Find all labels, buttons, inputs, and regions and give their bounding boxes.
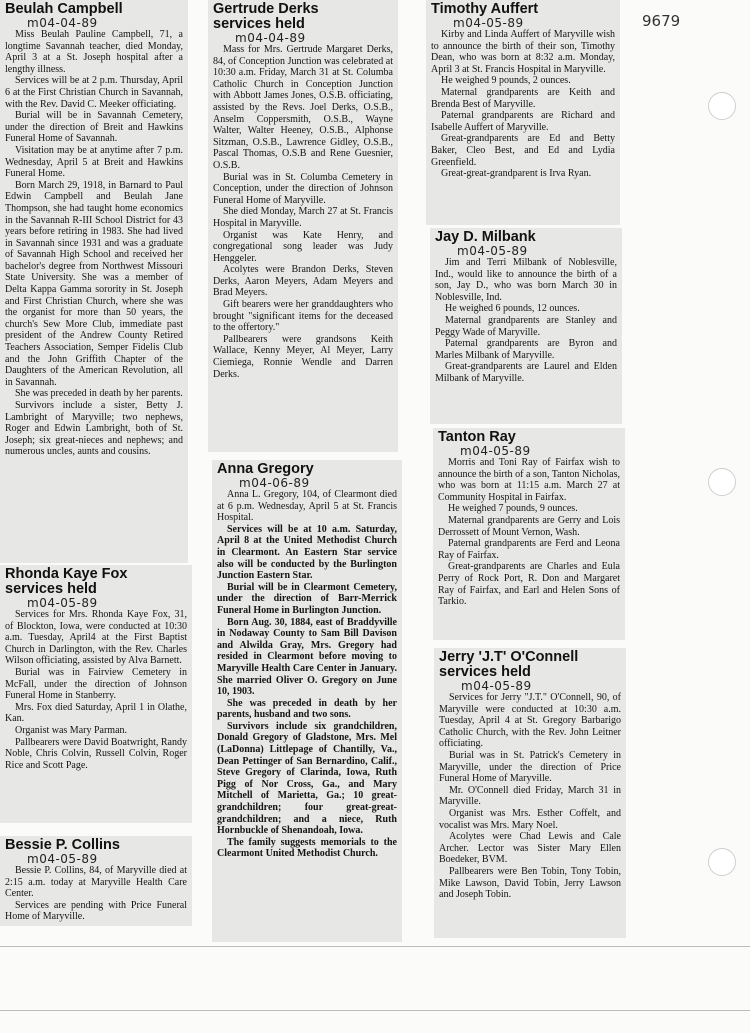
paragraph: Born March 29, 1918, in Barnard to Paul Edwin Campbell and Beulah Jane Thompson, she had taught home economics in the Savannah R-III School District for 43 years before retiring in 1983. She had lived in Savannah since 1931 and was a graduate of Savannah High School and received her bachelor's degree from Northwest Missouri State University. She was a member of Delta Kappa Gamma sorority in St. Joseph and First Christian Church, where she was the organist for more than 50 years, the church's Sew More Club, immediate past president of the Andrew County Retired Teachers Association, Semper Fidelis Club and the John Griffith Chapter of the Daughters of the American Revolution, all in Savannah.: [5, 179, 183, 388]
paragraph: Services for Mrs. Rhonda Kaye Fox, 31, of Blockton, Iowa, were conducted at 10:30 a.m. Tuesday, April4 at the First Baptist Church in Darlington, with the Rev. Charles Wilson officiating, assisted by Alva Barnett.: [5, 609, 187, 667]
paragraph: Bessie P. Collins, 84, of Maryville died at 2:15 a.m. today at Maryville Health Care Center.: [5, 865, 187, 900]
obituary-heading: Bessie P. Collins: [5, 837, 120, 853]
paragraph: Maternal grandparents are Gerry and Lois Derrossett of Mount Vernon, Wash.: [438, 514, 620, 538]
clipping-gertrude-derks: [208, 0, 398, 452]
handwritten-date-note: m04-04-89: [27, 16, 98, 30]
paragraph: Visitation may be at anytime after 7 p.m. Wednesday, April 5 at Breit and Hawkins Funeral Home.: [5, 144, 183, 180]
paragraph: Services are pending with Price Funeral Home of Maryville.: [5, 899, 187, 923]
obituary-heading: Tanton Ray: [438, 429, 516, 445]
paragraph: Mr. O'Connell died Friday, March 31 in Maryville.: [439, 784, 621, 808]
paragraph: She was preceded in death by her parents.: [15, 388, 183, 400]
paragraph: Jim and Terri Milbank of Noblesville, Ind., would like to announce the birth of a son, Jay D., who was born March 30 in Noblesville, Ind.: [435, 257, 617, 303]
punch-hole-icon: [708, 92, 736, 120]
paragraph: Acolytes were Brandon Derks, Steven Derks, Aaron Meyers, Adam Meyers and Brad Meyers.: [213, 264, 393, 299]
clipping-timothy-auffert: [426, 0, 620, 225]
obituary-subheading: services held: [213, 16, 305, 32]
paragraph: Organist was Kate Henry, and congregational song leader was Judy Henggeler.: [213, 229, 393, 264]
clipping-rhonda-fox: [0, 565, 192, 823]
clipping-jay-milbank: [430, 228, 622, 424]
paragraph: Organist was Mary Parman.: [15, 724, 128, 736]
paragraph: Survivors include a sister, Betty J. Lambright of Maryville; two nephews, Roger and Edwin Lambright, both of St. Joseph; six great-nieces and nephews; and numerous uncles, aunts and cousins.: [5, 400, 183, 458]
obituary-heading: Timothy Auffert: [431, 1, 539, 17]
divider: [0, 1010, 750, 1011]
obituary-heading: Jerry 'J.T' O'Connell: [439, 649, 579, 665]
paragraph: Paternal grandparents are Ferd and Leona Ray of Fairfax.: [438, 538, 620, 561]
paragraph: Pallbearers were Ben Tobin, Tony Tobin, Mike Lawson, David Tobin, Jerry Lawson and Joseph Tobin.: [439, 865, 621, 901]
clipping-beulah-campbell: [0, 0, 188, 563]
paragraph: Survivors include six grandchildren, Donald Gregory of Gladstone, Mrs. Mel (LaDonna) Littlepage of Chantilly, Va., Dean Pettinger of San Bernardino, Calif., Steve Gregory of Clarinda, Iowa, Ruth Pigg of Nor Cross, Ga., and Mary Mitchell of Marietta, Ga.; 10 great-grandchildren; four great-great-grandchildren; and a niece, Ruth Hornbuckle of Shenandoah, Iowa.: [217, 720, 397, 837]
paragraph: She was preceded in death by her parents, husband and two sons.: [217, 697, 397, 721]
obituary-subheading: services held: [5, 581, 97, 597]
obituary-heading: Beulah Campbell: [5, 1, 123, 17]
paragraph: Services will be at 10 a.m. Saturday, April 8 at the United Methodist Church in Clearmont. An Eastern Star service also will be conducted by the Burlington Junction Eastern Star.: [217, 523, 397, 582]
divider: [0, 946, 750, 947]
paragraph: Burial was in Fairview Cemetery in McFall, under the direction of Johnson Funeral Home in Stanberry.: [5, 666, 187, 702]
paragraph: Mrs. Fox died Saturday, April 1 in Olathe, Kan.: [5, 701, 187, 725]
paragraph: Mass for Mrs. Gertrude Margaret Derks, 84, of Conception Junction was celebrated at 10:30 a.m. Friday, March 31 at St. Columba Catholic Church in Conception Junction with Abbott James Jones, O.S.B. officiating, assisted by the Revs. Joel Derks, O.S.B., Anselm Coppersmith, O.S.B., Wayne Walter, Walter Heeney, O.S.B., Alphonse Sitzman, O.S.B., Lawrence Gidley, O.S.B., Pascal Thomas, O.S.B and Rene Guesnier, O.S.B.: [213, 44, 393, 171]
obituary-heading: Anna Gregory: [217, 461, 314, 477]
paragraph: Burial will be in Savannah Cemetery, under the direction of Breit and Hawkins Funeral Home of Savannah.: [5, 110, 183, 145]
obituary-heading: Gertrude Derks: [213, 1, 319, 17]
paragraph: Organist was Mrs. Esther Coffelt, and vocalist was Mrs. Mary Noel.: [439, 807, 621, 831]
handwritten-date-note: m04-05-89: [453, 16, 524, 30]
paragraph: Great-grandparents are Ed and Betty Baker, Cleo Best, and Ed and Lydia Greenfield.: [431, 133, 615, 168]
handwritten-date-note: m04-05-89: [460, 444, 531, 458]
paragraph: Acolytes were Chad Lewis and Cale Archer. Lector was Sister Mary Ellen Boedeker, BVM.: [439, 831, 621, 866]
clipping-bessie-collins: [0, 836, 192, 926]
punch-hole-icon: [708, 848, 736, 876]
paragraph: She died Monday, March 27 at St. Francis Hospital in Maryville.: [213, 206, 393, 229]
clipping-jerry-oconnell: [434, 648, 626, 938]
paragraph: He weighed 7 pounds, 9 ounces.: [448, 503, 578, 515]
paragraph: Pallbearers were grandsons Keith Wallace, Kenny Meyer, Al Meyer, Larry Ciemiega, Ronnie Wendle and Darren Derks.: [213, 333, 393, 380]
paragraph: He weighed 6 pounds, 12 ounces.: [445, 303, 580, 315]
paragraph: The family suggests memorials to the Clearmont United Methodist Church.: [217, 836, 397, 860]
paragraph: Kirby and Linda Auffert of Maryville wish to announce the birth of their son, Timothy Dean, who was born at 8:32 a.m. Monday, April 3 at St. Francis Hospital in Maryville.: [431, 29, 615, 75]
paragraph: Born Aug. 30, 1884, east of Braddyville in Nodaway County to Sam Bill Davison and Alwilda Gray, Mrs. Gregory had resided in Clearmont before moving to Maryville Health Care Center in January. She married Oliver O. Gregory on June 10, 1903.: [217, 616, 397, 698]
paragraph: Great-grandparents are Charles and Eula Perry of Rock Port, R. Don and Margaret Ray of Fairfax, and Earl and Helen Sons of Tarkio.: [438, 561, 620, 608]
handwritten-date-note: m04-05-89: [27, 596, 98, 610]
paragraph: Paternal grandparents are Richard and Isabelle Auffert of Maryville.: [431, 110, 615, 133]
paragraph: Pallbearers were David Boatwright, Randy Noble, Chris Colvin, Russell Colvin, Roger Rice and Scott Page.: [5, 736, 187, 771]
page-number: 9679: [642, 12, 681, 30]
paragraph: Services will be at 2 p.m. Thursday, April 6 at the First Christian Church in Savannah, with the Rev. David C. Meeker officiating.: [5, 75, 183, 110]
paragraph: Burial will be in Clearmont Cemetery, under the direction of Barr-Merrick Funeral Home in Burlington Junction.: [217, 581, 397, 616]
paragraph: Maternal grandparents are Keith and Brenda Best of Maryville.: [431, 86, 615, 110]
paragraph: Services for Jerry "J.T." O'Connell, 90, of Maryville were conducted at 10:30 a.m. Tuesday, April 4 at St. Gregory Barbarigo Catholic Church, with the Rev. John Leitner officiating.: [439, 692, 621, 750]
paragraph: Maternal grandparents are Stanley and Peggy Wade of Maryville.: [435, 314, 617, 338]
handwritten-date-note: m04-04-89: [235, 31, 306, 45]
paragraph: Great-grandparents are Laurel and Elden Milbank of Maryville.: [435, 361, 617, 384]
paragraph: Anna L. Gregory, 104, of Clearmont died at 6 p.m. Wednesday, April 5 at St. Francis Hospital.: [217, 489, 397, 524]
obituary-heading: Rhonda Kaye Fox: [5, 566, 128, 582]
paragraph: Miss Beulah Pauline Campbell, 71, a longtime Savannah teacher, died Monday, April 3 at a St. Joseph hospital after a lengthy illness.: [5, 29, 183, 75]
handwritten-date-note: m04-05-89: [461, 679, 532, 693]
obituary-heading: Jay D. Milbank: [435, 229, 536, 245]
paragraph: Burial was in St. Patrick's Cemetery in Maryville, under the direction of Price Funeral Home of Maryville.: [439, 749, 621, 785]
paragraph: Morris and Toni Ray of Fairfax wish to announce the birth of a son, Tanton Nicholas, who was born at 11:15 a.m. March 27 at Community Hospital in Fairfax.: [438, 457, 620, 503]
paragraph: He weighed 9 pounds, 2 ounces.: [441, 75, 571, 87]
paragraph: Paternal grandparents are Byron and Marles Milbank of Maryville.: [435, 338, 617, 361]
paragraph: Great-great-grandparent is Irva Ryan.: [441, 168, 592, 180]
handwritten-date-note: m04-06-89: [239, 476, 310, 490]
handwritten-date-note: m04-05-89: [27, 852, 98, 866]
clipping-anna-gregory: [212, 460, 402, 942]
paragraph: Gift bearers were her granddaughters who brought "significant items for the deceased to the offertory.": [213, 299, 393, 334]
clipping-tanton-ray: [433, 428, 625, 640]
handwritten-date-note: m04-05-89: [457, 244, 528, 258]
obituary-subheading: services held: [439, 664, 531, 680]
punch-hole-icon: [708, 468, 736, 496]
paragraph: Burial was in St. Columba Cemetery in Conception, under the direction of Johnson Funeral Home of Maryville.: [213, 171, 393, 206]
